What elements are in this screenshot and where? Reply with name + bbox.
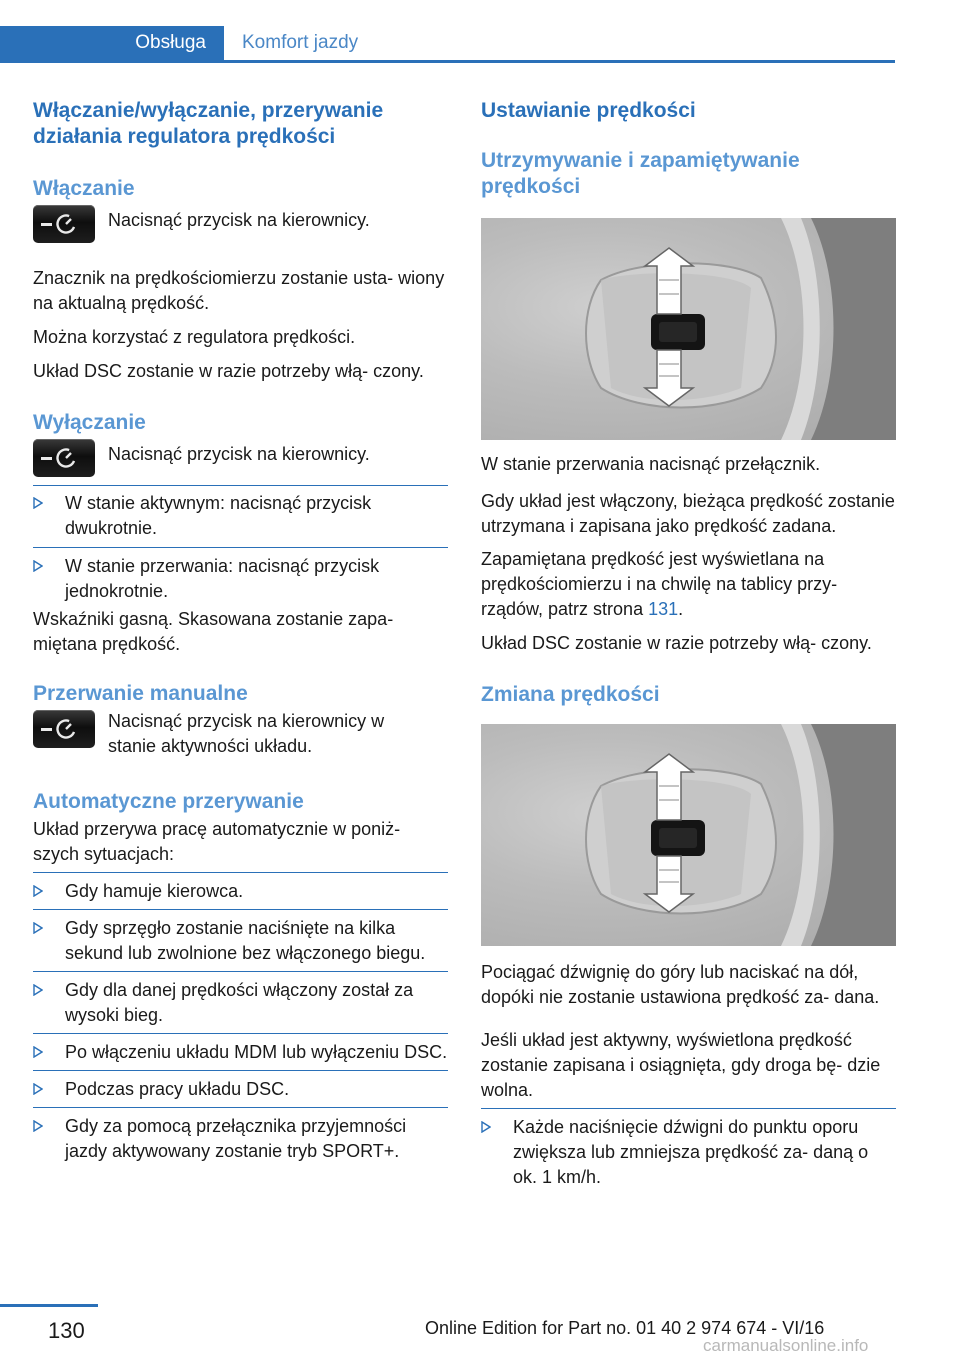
triangle-bullet-icon (33, 984, 43, 996)
triangle-bullet-icon (481, 1121, 491, 1133)
paragraph: Gdy układ jest włączony, bieżąca prędkość zostanie utrzymana i zapisana jako prędkość zadana. (481, 491, 895, 536)
heading-wlaczanie: Włączanie (33, 177, 135, 200)
list-item: Każde naciśnięcie dźwigni do punktu oporu zwiększa lub zmniejsza prędkość za‐ daną o ok. 1 km/h. (481, 1115, 896, 1190)
triangle-bullet-icon (33, 497, 43, 509)
paragraph: Układ DSC zostanie w razie potrzeby włą‐ czony. (481, 633, 872, 653)
button-instruction-off (33, 437, 448, 477)
triangle-bullet-icon (33, 885, 43, 897)
paragraph: Układ DSC zostanie w razie potrzeby włą‐ czony. (33, 361, 424, 381)
edition-note: Online Edition for Part no. 01 40 2 974 674 - VI/16 (425, 1318, 825, 1338)
watermark: carmanualsonline.info (703, 1336, 869, 1355)
list-item: Po włączeniu układu MDM lub wyłączeniu DSC. (33, 1033, 448, 1065)
paragraph: Znacznik na prędkościomierzu zostanie usta‐ wiony na aktualną prędkość. (33, 268, 445, 313)
list-divider (33, 485, 448, 486)
list-item: Gdy hamuje kierowca. (33, 879, 448, 904)
heading-zmiana-predkosci: Zmiana prędkości (481, 683, 660, 706)
cruise-control-button-icon (33, 205, 95, 243)
header-divider (0, 60, 895, 63)
bullet-list-change (481, 1108, 896, 1190)
triangle-bullet-icon (33, 1120, 43, 1132)
list-item: Gdy dla danej prędkości włączony został za wysoki bieg. (33, 971, 448, 1028)
paragraph: Jeśli układ jest aktywny, wyświetlona prędkość zostanie zapisana i osiągnięta, gdy droga bę‐ dzie wolna. (481, 1030, 881, 1100)
list-item: W stanie aktywnym: nacisnąć przycisk dwukrotnie. (33, 491, 448, 541)
paragraph: Pociągać dźwignię do góry lub naciskać na dół, dopóki nie zostanie ustawiona prędkość za‐ dana. (481, 962, 880, 1007)
triangle-bullet-icon (33, 1046, 43, 1058)
paragraph: Układ przerywa pracę automatycznie w poniż‐ szych sytuacjach: (33, 819, 401, 864)
heading-automatyczne-przerywanie: Automatyczne przerywanie (33, 790, 304, 813)
heading-wylaczanie: Wyłączanie (33, 411, 146, 434)
button-instruction-text: Nacisnąć przycisk na kierownicy. (108, 210, 370, 230)
button-instruction-text: Nacisnąć przycisk na kierownicy. (108, 444, 370, 464)
paragraph: Można korzystać z regulatora prędkości. (33, 327, 356, 347)
triangle-bullet-icon (33, 922, 43, 934)
button-instruction-on (33, 203, 448, 243)
list-item: Podczas pracy układu DSC. (33, 1070, 448, 1102)
right-column (481, 98, 896, 1190)
bullet-list-off (33, 491, 448, 604)
section-title-toggle: Włączanie/wyłączanie, przerywanie działania regulatora prędkości (33, 99, 384, 148)
page-link-131[interactable]: 131 (648, 599, 679, 619)
paragraph: Wskaźniki gasną. Skasowana zostanie zapa‐ miętana prędkość. (33, 609, 394, 654)
list-item: W stanie przerwania: nacisnąć przycisk jednokrotnie. (33, 547, 448, 604)
tab-komfort-jazdy[interactable]: Komfort jazdy (242, 32, 359, 53)
footer-divider (0, 1304, 98, 1307)
page-header (0, 0, 960, 66)
list-item: Gdy za pomocą przełącznika przyjemności jazdy aktywowany zostanie tryb SPORT+. (33, 1107, 448, 1164)
list-item: Gdy sprzęgło zostanie naciśnięte na kilka sekund lub zwolnione bez włączonego biegu. (33, 909, 448, 966)
heading-przerwanie-manualne: Przerwanie manualne (33, 682, 248, 705)
button-instruction-text: Nacisnąć przycisk na kierownicy w stanie aktywności układu. (108, 711, 385, 756)
tab-obsluga[interactable]: Obsługa (0, 26, 224, 60)
steering-wheel-photo (481, 218, 896, 440)
photo-caption: W stanie przerwania nacisnąć przełącznik. (481, 454, 821, 474)
left-column (33, 98, 448, 1164)
cruise-control-button-icon (33, 710, 95, 748)
button-instruction-manual (33, 708, 448, 759)
triangle-bullet-icon (33, 560, 43, 572)
page-number: 130 (48, 1318, 85, 1343)
triangle-bullet-icon (33, 1083, 43, 1095)
steering-wheel-photo (481, 724, 896, 946)
section-title-speed: Ustawianie prędkości (481, 99, 696, 122)
paragraph: Zapamiętana prędkość jest wyświetlana na prędkościomierzu i na chwilę na tablicy przy‐ rządów, patrz strona 131. (481, 549, 838, 619)
cruise-control-button-icon (33, 439, 95, 477)
bullet-list-auto (33, 872, 448, 1164)
heading-utrzymywanie: Utrzymywanie i zapamiętywanie prędkości (481, 149, 800, 198)
